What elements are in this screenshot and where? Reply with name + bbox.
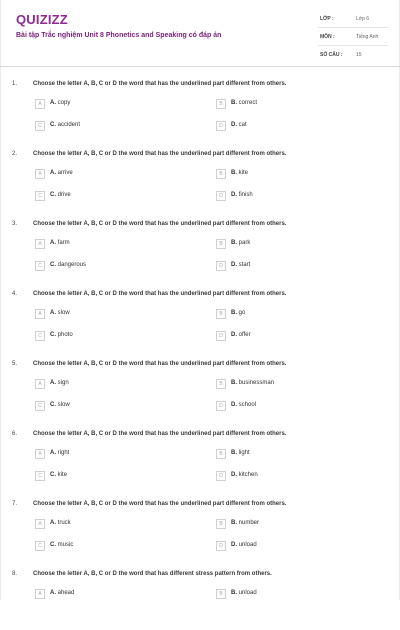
- header-divider: [0, 66, 400, 67]
- option-label: C.: [50, 402, 56, 408]
- option-label: B.: [231, 380, 237, 386]
- question-item: [0, 210, 400, 280]
- question-text: Choose the letter A, B, C or D the word that has different stress pattern from others.: [33, 571, 272, 577]
- option-letter-box[interactable]: B: [216, 99, 226, 109]
- meta-value: Tiếng Anh: [356, 34, 379, 40]
- option-text: [231, 170, 248, 176]
- option-label: B.: [231, 310, 237, 316]
- option-letter-box[interactable]: A: [35, 99, 45, 109]
- option-text: [50, 450, 69, 456]
- option-value: truck: [57, 520, 71, 526]
- option-text: [231, 192, 253, 198]
- meta-row-subject: [318, 28, 388, 46]
- option-letter-box[interactable]: B: [216, 589, 226, 599]
- option-label: D.: [231, 192, 237, 198]
- question-text: Choose the letter A, B, C or D the word that has the underlined part different from others.: [33, 221, 287, 227]
- option-label: D.: [231, 542, 237, 548]
- option-label: A.: [50, 240, 56, 246]
- option-text: [50, 100, 70, 106]
- option-value: drive: [57, 192, 71, 198]
- meta-value: 15: [356, 52, 362, 58]
- option-letter-box[interactable]: B: [216, 309, 226, 319]
- option-letter-box[interactable]: C: [35, 541, 45, 551]
- option-letter-box[interactable]: D: [216, 191, 226, 201]
- option-label: C.: [50, 192, 56, 198]
- option-text: [50, 310, 70, 316]
- option-text: [231, 520, 259, 526]
- question-text: Choose the letter A, B, C or D the word that has the underlined part different from others.: [33, 431, 287, 437]
- option-text: [50, 332, 73, 338]
- option-label: A.: [50, 380, 56, 386]
- option-value: slow: [57, 310, 70, 316]
- option-text: [231, 472, 258, 478]
- option-value: unload: [238, 542, 257, 548]
- option-label: C.: [50, 262, 56, 268]
- option-text: [231, 100, 257, 106]
- option-value: slow: [57, 402, 70, 408]
- option-value: number: [238, 520, 260, 526]
- option-label: B.: [231, 520, 237, 526]
- option-letter-box[interactable]: A: [35, 309, 45, 319]
- option-value: music: [57, 542, 74, 548]
- option-letter-box[interactable]: C: [35, 471, 45, 481]
- option-value: finish: [238, 192, 253, 198]
- meta-key: LỚP :: [320, 16, 334, 22]
- option-value: farm: [57, 240, 70, 246]
- option-letter-box[interactable]: D: [216, 401, 226, 411]
- option-letter-box[interactable]: D: [216, 471, 226, 481]
- question-text: Choose the letter A, B, C or D the word that has the underlined part different from others.: [33, 501, 287, 507]
- option-label: A.: [50, 310, 56, 316]
- option-letter-box[interactable]: C: [35, 331, 45, 341]
- option-value: offer: [238, 332, 251, 338]
- question-item: [0, 350, 400, 420]
- question-number: 6.: [12, 431, 18, 437]
- question-number: 4.: [12, 291, 18, 297]
- option-label: A.: [50, 170, 56, 176]
- option-letter-box[interactable]: A: [35, 379, 45, 389]
- option-label: A.: [50, 520, 56, 526]
- option-text: [50, 380, 69, 386]
- option-text: [50, 240, 70, 246]
- option-letter-box[interactable]: C: [35, 121, 45, 131]
- option-text: [50, 542, 73, 548]
- option-letter-box[interactable]: D: [216, 121, 226, 131]
- option-label: C.: [50, 332, 56, 338]
- option-letter-box[interactable]: D: [216, 541, 226, 551]
- option-text: [231, 240, 250, 246]
- question-text: Choose the letter A, B, C or D the word that has the underlined part different from others.: [33, 81, 287, 87]
- option-letter-box[interactable]: B: [216, 449, 226, 459]
- option-label: A.: [50, 450, 56, 456]
- question-item: [0, 490, 400, 560]
- worksheet-meta: [318, 10, 388, 63]
- option-text: [231, 262, 250, 268]
- option-label: B.: [231, 590, 237, 596]
- option-letter-box[interactable]: A: [35, 169, 45, 179]
- question-item: [0, 140, 400, 210]
- option-value: dangerous: [57, 262, 87, 268]
- option-value: start: [238, 262, 251, 268]
- option-text: [50, 402, 70, 408]
- option-label: D.: [231, 472, 237, 478]
- option-letter-box[interactable]: C: [35, 401, 45, 411]
- option-letter-box[interactable]: C: [35, 261, 45, 271]
- option-value: right: [57, 450, 70, 456]
- meta-value: Lớp 6: [356, 16, 370, 22]
- worksheet-header: [0, 0, 400, 68]
- option-value: park: [238, 240, 251, 246]
- option-label: D.: [231, 262, 237, 268]
- option-letter-box[interactable]: B: [216, 519, 226, 529]
- question-text: Choose the letter A, B, C or D the word that has the underlined part different from others.: [33, 291, 287, 297]
- question-text: Choose the letter A, B, C or D the word that has the underlined part different from others.: [33, 361, 287, 367]
- option-value: accident: [57, 122, 81, 128]
- option-text: [231, 122, 247, 128]
- option-label: C.: [50, 122, 56, 128]
- meta-row-question-count: [318, 46, 388, 63]
- question-number: 2.: [12, 151, 18, 157]
- option-value: ahead: [57, 590, 75, 596]
- option-value: businessman: [238, 380, 275, 386]
- question-number: 7.: [12, 501, 18, 507]
- question-number: 1.: [12, 81, 18, 87]
- option-text: [231, 332, 251, 338]
- option-value: sign: [57, 380, 69, 386]
- option-label: B.: [231, 170, 237, 176]
- option-text: [231, 590, 257, 596]
- option-value: kite: [238, 170, 249, 176]
- option-value: photo: [57, 332, 73, 338]
- meta-key: SỐ CÂU :: [320, 52, 343, 58]
- option-value: school: [238, 402, 257, 408]
- option-letter-box[interactable]: B: [216, 379, 226, 389]
- question-text: Choose the letter A, B, C or D the word that has the underlined part different from others.: [33, 151, 287, 157]
- option-text: [231, 380, 274, 386]
- worksheet-title: Bài tập Trắc nghiệm Unit 8 Phonetics and Speaking có đáp án: [16, 32, 222, 39]
- meta-key: MÔN :: [320, 34, 335, 40]
- option-text: [50, 590, 74, 596]
- option-value: go: [238, 310, 246, 316]
- option-letter-box[interactable]: A: [35, 449, 45, 459]
- option-value: correct: [238, 100, 258, 106]
- quizizz-logo[interactable]: QUIZIZZ: [16, 12, 68, 27]
- question-item: [0, 70, 400, 140]
- option-label: B.: [231, 450, 237, 456]
- option-label: B.: [231, 240, 237, 246]
- option-letter-box[interactable]: B: [216, 169, 226, 179]
- option-label: D.: [231, 332, 237, 338]
- option-text: [50, 170, 73, 176]
- question-number: 8.: [12, 571, 18, 577]
- option-value: kite: [57, 472, 68, 478]
- option-value: cat: [238, 122, 247, 128]
- question-item: [0, 560, 400, 630]
- option-text: [50, 192, 71, 198]
- option-letter-box[interactable]: A: [35, 589, 45, 599]
- option-value: light: [238, 450, 250, 456]
- option-letter-box[interactable]: A: [35, 519, 45, 529]
- option-value: unload: [238, 590, 257, 596]
- option-letter-box[interactable]: D: [216, 261, 226, 271]
- option-letter-box[interactable]: B: [216, 239, 226, 249]
- option-label: D.: [231, 402, 237, 408]
- option-label: D.: [231, 122, 237, 128]
- option-value: kitchen: [238, 472, 258, 478]
- option-text: [50, 122, 80, 128]
- option-text: [231, 450, 250, 456]
- option-label: A.: [50, 590, 56, 596]
- option-text: [50, 262, 86, 268]
- option-text: [231, 402, 256, 408]
- option-text: [50, 472, 67, 478]
- option-label: A.: [50, 100, 56, 106]
- question-number: 3.: [12, 221, 18, 227]
- option-text: [231, 310, 245, 316]
- option-text: [231, 542, 257, 548]
- option-text: [50, 520, 71, 526]
- meta-row-class: [318, 10, 388, 28]
- option-value: arrive: [57, 170, 73, 176]
- question-item: [0, 280, 400, 350]
- option-value: copy: [57, 100, 71, 106]
- option-letter-box[interactable]: A: [35, 239, 45, 249]
- question-item: [0, 420, 400, 490]
- option-letter-box[interactable]: D: [216, 331, 226, 341]
- option-label: C.: [50, 542, 56, 548]
- option-label: B.: [231, 100, 237, 106]
- option-letter-box[interactable]: C: [35, 191, 45, 201]
- question-number: 5.: [12, 361, 18, 367]
- option-label: C.: [50, 472, 56, 478]
